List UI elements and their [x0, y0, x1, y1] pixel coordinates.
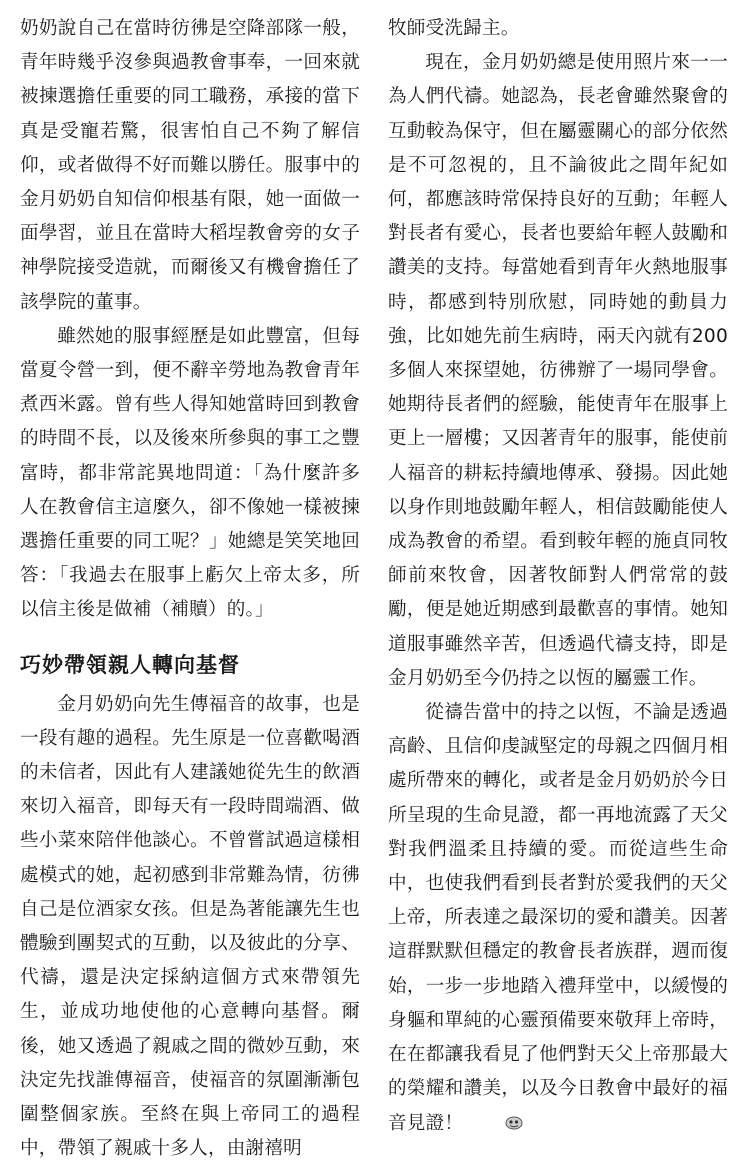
left-paragraph-1: 奶奶說自己在當時彷彿是空降部隊一般，青年時幾乎沒參與過教會事奉，一回來就被揀選擔任重要的同工職務，承接的當下真是受寵若驚，很害怕自己不夠了解信仰，或者做得不好而難以勝任。服事中的金月奶奶自知信仰根基有限，她一面做一面學習，並且在當時大稻埕教會旁的女子神學院接受造就，而爾後又有機會擔任了該學院的董事。 [20, 18, 360, 313]
left-paragraph-2: 雖然她的服事經歷是如此豐富，但每當夏令營一到，便不辭辛勞地為教會青年煮西米露。曾有些人得知她當時回到教會的時間不長，以及後來所參與的事工之豐富時，都非常詫異地問道：「為什麼許多人在教會信主這麼久，卻不像她一樣被揀選擔任重要的同工呢？」她總是笑笑地回答：「我過去在服事上虧欠上帝太多，所以信主後是做補（補贖）的。」 [20, 325, 360, 621]
section-heading: 巧妙帶領親人轉向基督 [20, 652, 240, 677]
right-column [388, 12, 728, 1141]
right-paragraph-3: 從禱告當中的持之以恆，不論是透過高齡、且信仰虔誠堅定的母親之四個月相處所帶來的轉化，或者是金月奶奶於今日所呈現的生命見證，都一再地流露了天父對我們溫柔且持續的愛。而從這些生命中，也使我們看到長者對於愛我們的天父上帝，所表達之最深切的愛和讚美。因著這群默默但穩定的教會長者族群，週而復始，一步一步地踏入禮拜堂中，以緩慢的身軀和單純的心靈預備要來敬拜上帝時，在在都讓我看見了他們對天父上帝那最大的榮耀和讚美，以及今日教會中最好的福音見證！ [388, 702, 728, 1134]
end-mark-icon [467, 1109, 487, 1125]
right-paragraph-3-wrapper [388, 696, 728, 1141]
right-paragraph-2: 現在，金月奶奶總是使用照片來一一為人們代禱。她認為，長老會雖然聚會的互動較為保守，但在屬靈關心的部分依然是不可忽視的，且不論彼此之間年紀如何，都應該時常保持良好的互動；年輕人對長者有愛心，長者也要給年輕人鼓勵和讚美的支持。每當她看到青年火熱地服事時，都感到特別欣慰，同時她的動員力強，比如她先前生病時，兩天內就有200多個人來探望她，彷彿辦了一場同學會。她期待長者們的經驗，能使青年在服事上更上一層樓；又因著青年的服事，能使前人福音的耕耘持續地傳承、發揚。因此她以身作則地鼓勵年輕人，相信鼓勵能使人成為教會的希望。看到較年輕的施貞同牧師前來牧會，因著牧師對人們常常的鼓勵，便是她近期感到最歡喜的事情。她知道服事雖然辛苦，但透過代禱支持，即是金月奶奶至今仍持之以恆的屬靈工作。 [388, 52, 728, 689]
right-paragraph-1: 牧師受洗歸主。 [388, 18, 520, 39]
left-column [20, 12, 360, 1167]
left-paragraph-3: 金月奶奶向先生傳福音的故事，也是一段有趣的過程。先生原是一位喜歡喝酒的未信者，因此有人建議她從先生的飲酒來切入福音，即每天有一段時間端酒、做些小菜來陪伴他談心。不曾嘗試過這樣相處模式的她，起初感到非常難為情，彷彿自己是位酒家女孩。但是為著能讓先生也體驗到團契式的互動，以及彼此的分享、代禱，還是決定採納這個方式來帶領先生，並成功地使他的心意轉向基督。爾後，她又透過了親戚之間的微妙互動，來決定先找誰傳福音，使福音的氛圍漸漸包圍整個家族。至終在與上帝同工的過程中，帶領了親戚十多人，由謝禧明 [20, 693, 360, 1160]
